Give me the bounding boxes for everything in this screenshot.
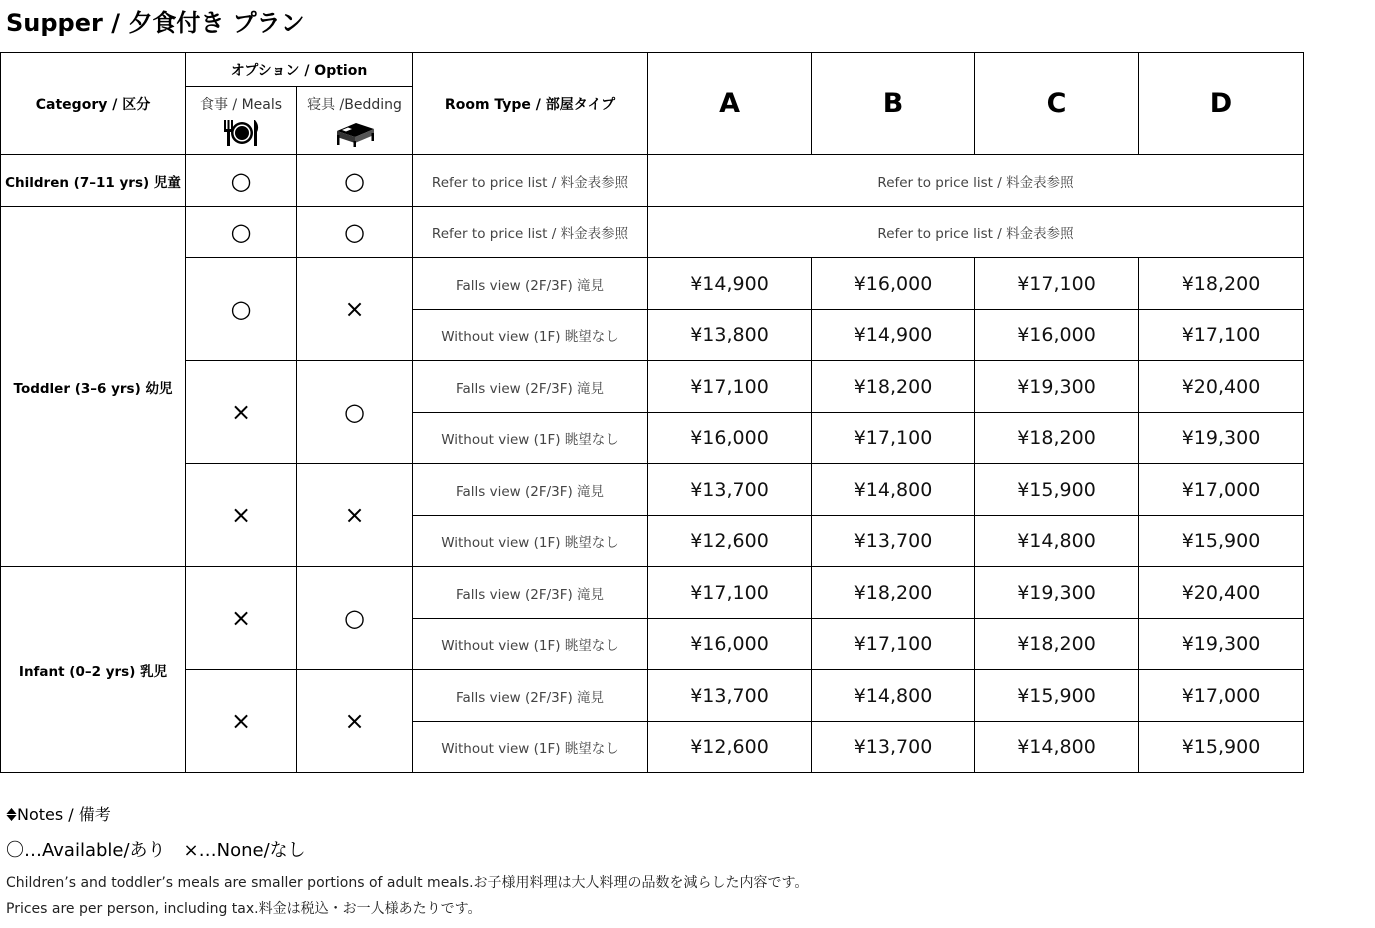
meals-mark: × xyxy=(186,670,297,773)
bedding-mark: ○ xyxy=(297,361,413,464)
price-c: ¥18,200 xyxy=(975,619,1139,670)
price-d: ¥17,000 xyxy=(1139,670,1304,722)
room-type-cell: Falls view (2F/3F) 滝見 xyxy=(413,361,648,413)
meals-mark: ○ xyxy=(186,207,297,258)
room-type-cell: Without view (1F) 眺望なし xyxy=(413,310,648,361)
price-a: ¥13,800 xyxy=(648,310,812,361)
price-d: ¥17,000 xyxy=(1139,464,1304,516)
price-a: ¥16,000 xyxy=(648,619,812,670)
bedding-mark: × xyxy=(297,464,413,567)
meals-mark: × xyxy=(186,464,297,567)
notes-line: Prices are per person, including tax.料金は税込・お一人様あたりです。 xyxy=(6,901,482,917)
price-b: ¥17,100 xyxy=(812,413,975,464)
price-b: ¥13,700 xyxy=(812,516,975,567)
price-b: ¥17,100 xyxy=(812,619,975,670)
room-type-cell: Without view (1F) 眺望なし xyxy=(413,516,648,567)
room-type-cell: Without view (1F) 眺望なし xyxy=(413,619,648,670)
price-d: ¥20,400 xyxy=(1139,361,1304,413)
price-b: ¥14,900 xyxy=(812,310,975,361)
price-b: ¥18,200 xyxy=(812,361,975,413)
bedding-mark: ○ xyxy=(297,155,413,207)
price-reference-cell: Refer to price list / 料金表参照 xyxy=(648,207,1304,258)
table-row xyxy=(1,464,1304,516)
price-d: ¥17,100 xyxy=(1139,310,1304,361)
price-c: ¥15,900 xyxy=(975,464,1139,516)
price-c: ¥18,200 xyxy=(975,413,1139,464)
price-a: ¥12,600 xyxy=(648,722,812,773)
price-d: ¥15,900 xyxy=(1139,516,1304,567)
grade-c-header: C xyxy=(975,53,1139,155)
bedding-mark: × xyxy=(297,258,413,361)
category-children: Children (7–11 yrs) 児童 xyxy=(1,155,186,207)
meals-mark: ○ xyxy=(186,258,297,361)
price-a: ¥13,700 xyxy=(648,464,812,516)
price-d: ¥20,400 xyxy=(1139,567,1304,619)
bedding-mark: × xyxy=(297,670,413,773)
grade-d-header: D xyxy=(1139,53,1304,155)
price-c: ¥15,900 xyxy=(975,670,1139,722)
category-toddler: Toddler (3–6 yrs) 幼児 xyxy=(1,207,186,567)
meals-mark: ○ xyxy=(186,155,297,207)
price-c: ¥16,000 xyxy=(975,310,1139,361)
price-d: ¥19,300 xyxy=(1139,619,1304,670)
notes-legend: 〇…Available/あり ×…None/なし xyxy=(6,840,306,861)
bedding-mark: ○ xyxy=(297,567,413,670)
price-reference-cell: Refer to price list / 料金表参照 xyxy=(648,155,1304,207)
price-table xyxy=(0,52,1304,773)
price-a: ¥17,100 xyxy=(648,567,812,619)
room-type-cell: Without view (1F) 眺望なし xyxy=(413,413,648,464)
room-type-cell: Falls view (2F/3F) 滝見 xyxy=(413,567,648,619)
meals-header xyxy=(186,87,297,155)
price-d: ¥15,900 xyxy=(1139,722,1304,773)
price-c: ¥14,800 xyxy=(975,722,1139,773)
table-row xyxy=(1,361,1304,413)
price-b: ¥14,800 xyxy=(812,670,975,722)
diamond-icon xyxy=(6,808,17,821)
table-row xyxy=(1,155,1304,207)
price-b: ¥16,000 xyxy=(812,258,975,310)
price-a: ¥14,900 xyxy=(648,258,812,310)
table-row xyxy=(1,567,1304,619)
room-type-cell: Falls view (2F/3F) 滝見 xyxy=(413,670,648,722)
notes-section xyxy=(6,800,808,922)
table-row xyxy=(1,670,1304,722)
price-a: ¥17,100 xyxy=(648,361,812,413)
table-row xyxy=(1,258,1304,310)
table-row xyxy=(1,207,1304,258)
room-type-cell: Falls view (2F/3F) 滝見 xyxy=(413,258,648,310)
price-a: ¥16,000 xyxy=(648,413,812,464)
price-d: ¥18,200 xyxy=(1139,258,1304,310)
bedding-mark: ○ xyxy=(297,207,413,258)
price-c: ¥14,800 xyxy=(975,516,1139,567)
price-c: ¥19,300 xyxy=(975,567,1139,619)
room-type-cell: Falls view (2F/3F) 滝見 xyxy=(413,464,648,516)
option-header: オプション / Option xyxy=(186,53,413,87)
category-infant: Infant (0–2 yrs) 乳児 xyxy=(1,567,186,773)
notes-title: Notes / 備考 xyxy=(17,805,111,824)
page-title: Supper / 夕食付き プラン xyxy=(6,9,305,37)
grade-a-header: A xyxy=(648,53,812,155)
price-d: ¥19,300 xyxy=(1139,413,1304,464)
grade-b-header: B xyxy=(812,53,975,155)
room-type-cell: Without view (1F) 眺望なし xyxy=(413,722,648,773)
meals-mark: × xyxy=(186,567,297,670)
meals-label: 食事 / Meals xyxy=(199,97,283,113)
plate-cutlery-icon xyxy=(221,117,261,147)
price-b: ¥18,200 xyxy=(812,567,975,619)
bedding-header xyxy=(297,87,413,155)
header-row xyxy=(1,53,1304,87)
price-a: ¥13,700 xyxy=(648,670,812,722)
category-header: Category / 区分 xyxy=(1,53,186,155)
room-type-cell: Refer to price list / 料金表参照 xyxy=(413,155,648,207)
bedding-label: 寝具 /Bedding xyxy=(307,97,402,113)
price-b: ¥14,800 xyxy=(812,464,975,516)
bed-icon xyxy=(334,117,376,147)
room-type-cell: Refer to price list / 料金表参照 xyxy=(413,207,648,258)
price-b: ¥13,700 xyxy=(812,722,975,773)
notes-heading xyxy=(6,800,808,830)
notes-line: Children’s and toddler’s meals are smaller portions of adult meals.お子様用料理は大人料理の品数を減らした内容です。 xyxy=(6,875,809,891)
price-c: ¥17,100 xyxy=(975,258,1139,310)
room-type-header: Room Type / 部屋タイプ xyxy=(413,53,648,155)
meals-mark: × xyxy=(186,361,297,464)
price-c: ¥19,300 xyxy=(975,361,1139,413)
price-a: ¥12,600 xyxy=(648,516,812,567)
